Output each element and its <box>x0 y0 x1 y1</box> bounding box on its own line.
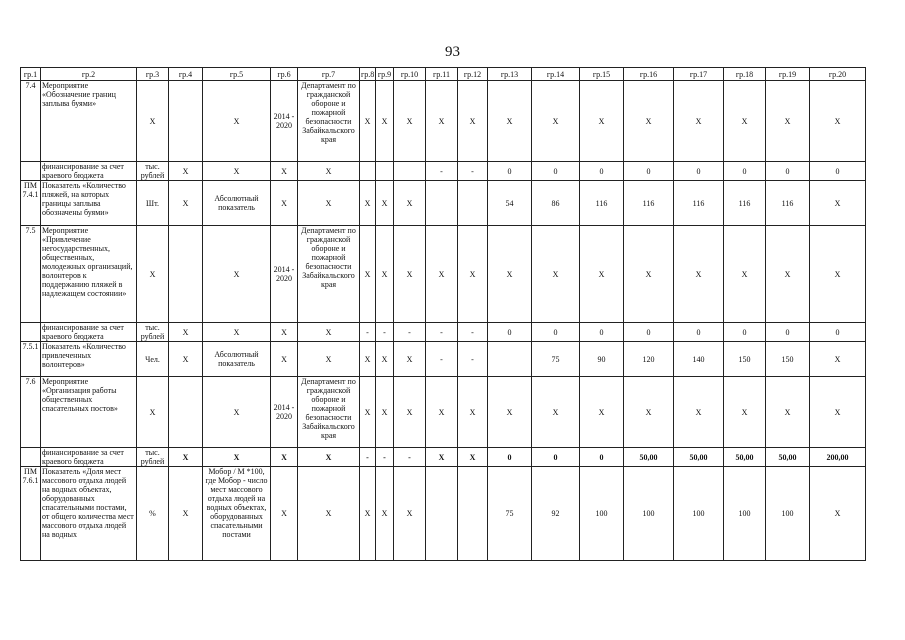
table-cell <box>488 342 532 377</box>
table-cell: Х <box>458 81 488 162</box>
table-cell: Х <box>580 226 624 323</box>
table-cell: Х <box>298 162 360 181</box>
table-cell: Мобор / М *100, где Мобор - число мест массового отдыха людей на водных объектах, оборудованных спасательными постами <box>203 467 271 561</box>
table-cell: Х <box>394 81 426 162</box>
table-cell: тыс. рублей <box>137 323 169 342</box>
table-cell: тыс. рублей <box>137 448 169 467</box>
table-cell: 54 <box>488 181 532 226</box>
table-row <box>21 377 866 448</box>
table-cell: 0 <box>580 323 624 342</box>
table-cell: 100 <box>624 467 674 561</box>
header-cell: гр.20 <box>810 68 866 81</box>
table-cell: Х <box>426 377 458 448</box>
table-cell: Х <box>624 81 674 162</box>
table-row <box>21 162 866 181</box>
table-cell: 0 <box>674 323 724 342</box>
header-cell: гр.13 <box>488 68 532 81</box>
table-cell: 150 <box>766 342 810 377</box>
table-cell: Х <box>271 467 298 561</box>
table-row <box>21 81 866 162</box>
header-cell: гр.12 <box>458 68 488 81</box>
table-cell: - <box>458 323 488 342</box>
table-cell: Х <box>724 377 766 448</box>
program-table <box>20 67 866 561</box>
table-cell: 50,00 <box>766 448 810 467</box>
header-cell: гр.6 <box>271 68 298 81</box>
table-cell: - <box>458 342 488 377</box>
table-cell: 0 <box>810 323 866 342</box>
table-cell <box>360 162 376 181</box>
table-cell: 7.5 <box>21 226 41 323</box>
header-cell: гр.15 <box>580 68 624 81</box>
header-cell: гр.7 <box>298 68 360 81</box>
table-cell: Х <box>532 377 580 448</box>
table-cell: - <box>360 448 376 467</box>
table-cell: - <box>394 448 426 467</box>
table-cell: 0 <box>674 162 724 181</box>
table-cell <box>376 162 394 181</box>
header-cell: гр.19 <box>766 68 810 81</box>
header-cell: гр.18 <box>724 68 766 81</box>
table-row <box>21 448 866 467</box>
table-cell: Департамент по гражданской обороне и пожарной безопасности Забайкальского края <box>298 377 360 448</box>
table-cell <box>21 162 41 181</box>
table-cell: Х <box>674 377 724 448</box>
table-cell: Мероприятие «Обозначение границ заплыва буями» <box>41 81 137 162</box>
table-cell: - <box>376 448 394 467</box>
table-cell: 100 <box>580 467 624 561</box>
table-row <box>21 467 866 561</box>
table-cell <box>21 448 41 467</box>
table-cell: Х <box>203 448 271 467</box>
table-cell: Х <box>169 181 203 226</box>
table-cell: Х <box>810 377 866 448</box>
table-cell <box>426 181 458 226</box>
table-row <box>21 181 866 226</box>
table-cell: ПМ 7.6.1 <box>21 467 41 561</box>
table-cell <box>169 81 203 162</box>
table-cell: Х <box>360 377 376 448</box>
table-cell: Х <box>674 226 724 323</box>
table-cell: Х <box>426 448 458 467</box>
table-cell: 92 <box>532 467 580 561</box>
table-cell: 0 <box>766 162 810 181</box>
header-cell: гр.9 <box>376 68 394 81</box>
table-cell: 0 <box>724 162 766 181</box>
table-cell: Х <box>169 342 203 377</box>
table-cell: Х <box>810 467 866 561</box>
table-cell: 2014 - 2020 <box>271 377 298 448</box>
table-cell: Х <box>298 181 360 226</box>
table-cell: 100 <box>674 467 724 561</box>
table-cell: 50,00 <box>724 448 766 467</box>
table-cell: Х <box>271 323 298 342</box>
table-cell: - <box>426 323 458 342</box>
table-cell: 0 <box>488 323 532 342</box>
table-cell: Х <box>169 323 203 342</box>
table-cell: Х <box>488 377 532 448</box>
table-cell: Х <box>532 226 580 323</box>
table-cell: Х <box>376 377 394 448</box>
table-cell: Х <box>298 448 360 467</box>
table-cell: 0 <box>624 162 674 181</box>
table-cell: Х <box>394 467 426 561</box>
table-cell: 116 <box>674 181 724 226</box>
table-cell: 116 <box>724 181 766 226</box>
table-cell: 7.6 <box>21 377 41 448</box>
table-cell: - <box>360 323 376 342</box>
table-cell: 200,00 <box>810 448 866 467</box>
table-cell: - <box>376 323 394 342</box>
table-cell: Показатель «Количество пляжей, на которых границы заплыва обозначены буями» <box>41 181 137 226</box>
table-cell: Х <box>488 226 532 323</box>
table-cell: Х <box>169 448 203 467</box>
table-cell: Х <box>724 81 766 162</box>
page-number: 93 <box>445 44 460 60</box>
header-cell: гр.1 <box>21 68 41 81</box>
table-cell: Х <box>137 377 169 448</box>
table-cell: 75 <box>532 342 580 377</box>
table-cell: ПМ 7.4.1 <box>21 181 41 226</box>
table-cell: финансирование за счет краевого бюджета <box>41 323 137 342</box>
table-cell <box>458 181 488 226</box>
table-cell: Х <box>674 81 724 162</box>
table-cell: Х <box>203 323 271 342</box>
table-cell: 100 <box>766 467 810 561</box>
table-cell: Х <box>360 342 376 377</box>
table-cell: Х <box>580 81 624 162</box>
table-cell: 50,00 <box>624 448 674 467</box>
header-cell: гр.11 <box>426 68 458 81</box>
table-cell: Х <box>376 342 394 377</box>
table-cell: 150 <box>724 342 766 377</box>
table-cell: Х <box>271 162 298 181</box>
table-cell: Мероприятие «Привлечение негосударственных, общественных, молодежных организаций, волонтеров к поддержанию пляжей в надлежащем состоянии» <box>41 226 137 323</box>
table-cell: Х <box>810 226 866 323</box>
table-cell: Х <box>624 377 674 448</box>
table-cell: 0 <box>580 162 624 181</box>
table-cell: 100 <box>724 467 766 561</box>
table-cell: Х <box>458 226 488 323</box>
table-cell: - <box>458 162 488 181</box>
table-cell: 0 <box>532 162 580 181</box>
table-cell: Х <box>724 226 766 323</box>
table-cell: Х <box>360 467 376 561</box>
table-cell: % <box>137 467 169 561</box>
table-row <box>21 323 866 342</box>
table-cell: 86 <box>532 181 580 226</box>
table-cell: Х <box>271 342 298 377</box>
table-cell: Чел. <box>137 342 169 377</box>
table-cell: 0 <box>488 162 532 181</box>
header-cell: гр.10 <box>394 68 426 81</box>
table-cell: Х <box>810 342 866 377</box>
table-cell: 120 <box>624 342 674 377</box>
table-cell: финансирование за счет краевого бюджета <box>41 162 137 181</box>
header-cell: гр.5 <box>203 68 271 81</box>
table-cell: Х <box>376 81 394 162</box>
table-cell: 50,00 <box>674 448 724 467</box>
table-cell: 0 <box>488 448 532 467</box>
header-cell: гр.2 <box>41 68 137 81</box>
table-cell: Х <box>203 162 271 181</box>
table-cell: Х <box>376 467 394 561</box>
table-cell: 0 <box>766 323 810 342</box>
table-cell <box>169 226 203 323</box>
table-cell <box>21 323 41 342</box>
table-cell: 116 <box>580 181 624 226</box>
table-cell: Департамент по гражданской обороне и пожарной безопасности Забайкальского края <box>298 81 360 162</box>
table-cell: 7.5.1 <box>21 342 41 377</box>
table-cell: 0 <box>580 448 624 467</box>
table-cell: 0 <box>532 448 580 467</box>
table-cell: Х <box>394 226 426 323</box>
table-cell: 90 <box>580 342 624 377</box>
table-cell: Х <box>271 448 298 467</box>
table-cell: Х <box>458 377 488 448</box>
table-cell: Х <box>203 377 271 448</box>
table-cell: 116 <box>766 181 810 226</box>
header-cell: гр.3 <box>137 68 169 81</box>
table-cell: Абсолютный показатель <box>203 181 271 226</box>
table-cell: Х <box>766 81 810 162</box>
table-cell: Показатель «Доля мест массового отдыха людей на водных объектах, оборудованных спасательными постами, от общего количества мест массового отдыха людей на водных <box>41 467 137 561</box>
table-cell: Х <box>766 377 810 448</box>
table-cell: Х <box>580 377 624 448</box>
table-cell: Абсолютный показатель <box>203 342 271 377</box>
table-cell: - <box>426 162 458 181</box>
table-cell: 2014 - 2020 <box>271 226 298 323</box>
table-cell: Х <box>810 81 866 162</box>
table-cell: 0 <box>810 162 866 181</box>
table-cell: Х <box>376 226 394 323</box>
table-cell: Х <box>376 181 394 226</box>
table-cell: тыс. рублей <box>137 162 169 181</box>
table-cell: - <box>394 323 426 342</box>
table-cell: Х <box>426 226 458 323</box>
table-cell: Х <box>624 226 674 323</box>
table-cell <box>394 162 426 181</box>
table-cell <box>426 467 458 561</box>
table-cell: Департамент по гражданской обороне и пожарной безопасности Забайкальского края <box>298 226 360 323</box>
table-cell: - <box>426 342 458 377</box>
table-cell: Х <box>203 81 271 162</box>
header-cell: гр.14 <box>532 68 580 81</box>
header-cell: гр.16 <box>624 68 674 81</box>
table-cell: Х <box>394 181 426 226</box>
table-cell: 116 <box>624 181 674 226</box>
table-cell: Х <box>360 81 376 162</box>
table-cell: 0 <box>532 323 580 342</box>
header-row <box>21 68 866 81</box>
table-cell: 75 <box>488 467 532 561</box>
table-cell: 0 <box>624 323 674 342</box>
table-cell: Х <box>298 342 360 377</box>
table-cell: Показатель «Количество привлеченных волонтеров» <box>41 342 137 377</box>
table-cell: Х <box>298 323 360 342</box>
table-cell: Х <box>360 181 376 226</box>
table-cell: финансирование за счет краевого бюджета <box>41 448 137 467</box>
header-cell: гр.4 <box>169 68 203 81</box>
table-row <box>21 226 866 323</box>
table-cell <box>169 377 203 448</box>
table-cell: Х <box>532 81 580 162</box>
table-cell: Х <box>271 181 298 226</box>
table-cell: Х <box>169 162 203 181</box>
table-cell: Х <box>137 226 169 323</box>
table-cell: 2014 - 2020 <box>271 81 298 162</box>
table-cell: 140 <box>674 342 724 377</box>
table-cell: Х <box>766 226 810 323</box>
table-cell: Х <box>488 81 532 162</box>
header-cell: гр.17 <box>674 68 724 81</box>
table-cell: 7.4 <box>21 81 41 162</box>
table-cell: Х <box>169 467 203 561</box>
header-cell: гр.8 <box>361 69 375 79</box>
table-cell: Х <box>360 226 376 323</box>
table-cell: Шт. <box>137 181 169 226</box>
table-cell: Мероприятие «Организация работы общественных спасательных постов» <box>41 377 137 448</box>
table-cell: Х <box>810 181 866 226</box>
table-cell: Х <box>298 467 360 561</box>
table-row <box>21 342 866 377</box>
table-cell: Х <box>394 342 426 377</box>
table-cell: Х <box>137 81 169 162</box>
table-cell <box>458 467 488 561</box>
table-cell: Х <box>394 377 426 448</box>
table-cell: 0 <box>724 323 766 342</box>
table-cell: Х <box>458 448 488 467</box>
table-cell: Х <box>203 226 271 323</box>
table-cell: Х <box>426 81 458 162</box>
